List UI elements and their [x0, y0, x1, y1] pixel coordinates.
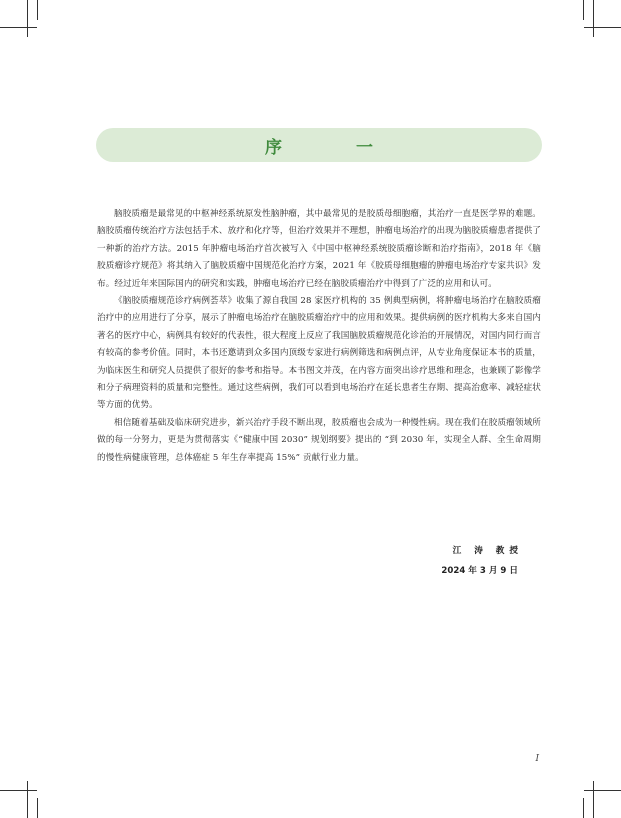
title-banner: [96, 128, 542, 162]
author-name: 江 涛 教授: [452, 546, 523, 556]
paragraph: 脑胶质瘤是最常见的中枢神经系统原发性脑肿瘤，其中最常见的是胶质母细胞瘤，其治疗一直是医学界的难题。脑胶质瘤传统治疗方法包括手术、放疗和化疗等，但治疗效果并不理想，肿瘤电场治疗的出现为脑胶质瘤患者提供了一种新的治疗方法。2015 年肿瘤电场治疗首次被写入《中国中枢神经系统胶质瘤诊断和治疗指南》，2018 年《脑胶质瘤诊疗规范》将其纳入了脑胶质瘤中国规范化治疗方案，2021 年《胶质母细胞瘤的肿瘤电场治疗专家共识》发布。经过近年来国际国内的研究和实践，肿瘤电场治疗已经在脑胶质瘤治疗中得到了广泛的应用和认可。: [97, 209, 541, 289]
preface-body: [97, 206, 541, 467]
paragraph: 《脑胶质瘤规范诊疗病例荟萃》收集了源自我国 28 家医疗机构的 35 例典型病例，将肿瘤电场治疗在脑胶质瘤治疗中的应用进行了分享，展示了肿瘤电场治疗在脑胶质瘤治疗中的应用和效果。提供病例的医疗机构大多来自国内著名的医疗中心，病例具有较好的代表性，很大程度上反应了我国脑胶质瘤规范化诊治的开展情况，对国内同行而言有较高的参考价值。同时，本书还邀请到众多国内顶级专家进行病例筛选和病例点评，从专业角度保证本书的质量，为临床医生和研究人员提供了很好的参考和指导。本书图文并茂，在内容方面突出诊疗思维和理念，也兼顾了影像学和分子病理资料的质量和完整性。通过这些病例，我们可以看到电场治疗在延长患者生存期、提高治愈率、减轻症状等方面的优势。: [97, 296, 541, 411]
paragraph: 相信随着基础及临床研究进步，新兴治疗手段不断出现，胶质瘤也会成为一种慢性病。现在我们在胶质瘤领域所做的每一分努力，更是为贯彻落实《“健康中国 2030” 规划纲要》提出的 “到 2030 年，实现全人群、全生命周期的慢性病健康管理，总体癌症 5 年生存率提高 15%” 贡献行业力量。: [97, 417, 541, 463]
signature-block: [441, 541, 523, 581]
signature-date: 2024 年 3 月 9 日: [441, 566, 518, 576]
page-title: 序 一: [265, 137, 407, 158]
page-number: I: [535, 754, 539, 764]
